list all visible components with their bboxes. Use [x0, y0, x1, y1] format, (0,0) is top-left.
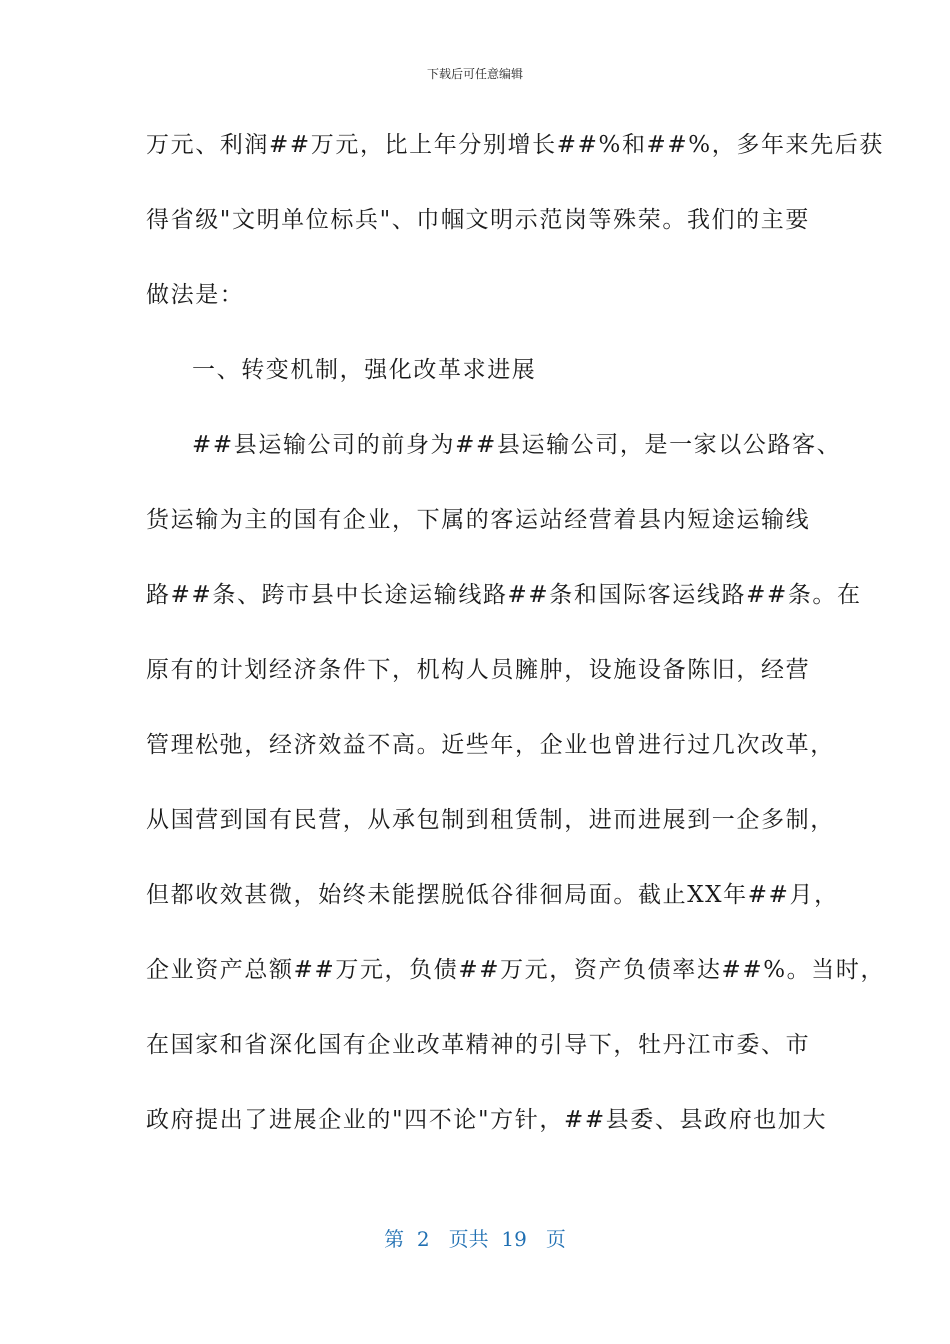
body-line: 企业资产总额##万元，负债##万元，资产负债率达##%。当时，: [146, 957, 886, 983]
body-line: 管理松弛，经济效益不高。近些年，企业也曾进行过几次改革，: [146, 732, 835, 758]
paragraph-first-line: ##县运输公司的前身为##县运输公司，是一家以公路客、: [192, 432, 842, 458]
body-line: 货运输为主的国有企业，下属的客运站经营着县内短途运输线: [146, 507, 811, 533]
section-heading: 一、转变机制，强化改革求进展: [192, 357, 537, 383]
body-line: 但都收效甚微，始终未能摆脱低谷徘徊局面。截止XX年##月，: [146, 882, 839, 908]
body-line: 从国营到国有民营，从承包制到租赁制，进而进展到一企多制，: [146, 807, 835, 833]
body-line: 万元、利润##万元，比上年分别增长##%和##%，多年来先后获: [146, 132, 884, 158]
body-line: 政府提出了进展企业的"四不论"方针，##县委、县政府也加大: [146, 1107, 828, 1133]
body-line: 得省级"文明单位标兵"、巾帼文明示范岗等殊荣。我们的主要: [146, 207, 810, 233]
body-line: 做法是：: [146, 282, 245, 308]
body-line: 路##条、跨市县中长途运输线路##条和国际客运线路##条。在: [146, 582, 862, 608]
body-line: 在国家和省深化国有企业改革精神的引导下，牡丹江市委、市: [146, 1032, 811, 1058]
page-header: 下载后可任意编辑: [426, 67, 523, 81]
page-number-footer: 第 2 页共 19 页: [384, 1227, 566, 1251]
body-line: 原有的计划经济条件下，机构人员臃肿，设施设备陈旧，经营: [146, 657, 811, 683]
document-body: [146, 126, 886, 1176]
